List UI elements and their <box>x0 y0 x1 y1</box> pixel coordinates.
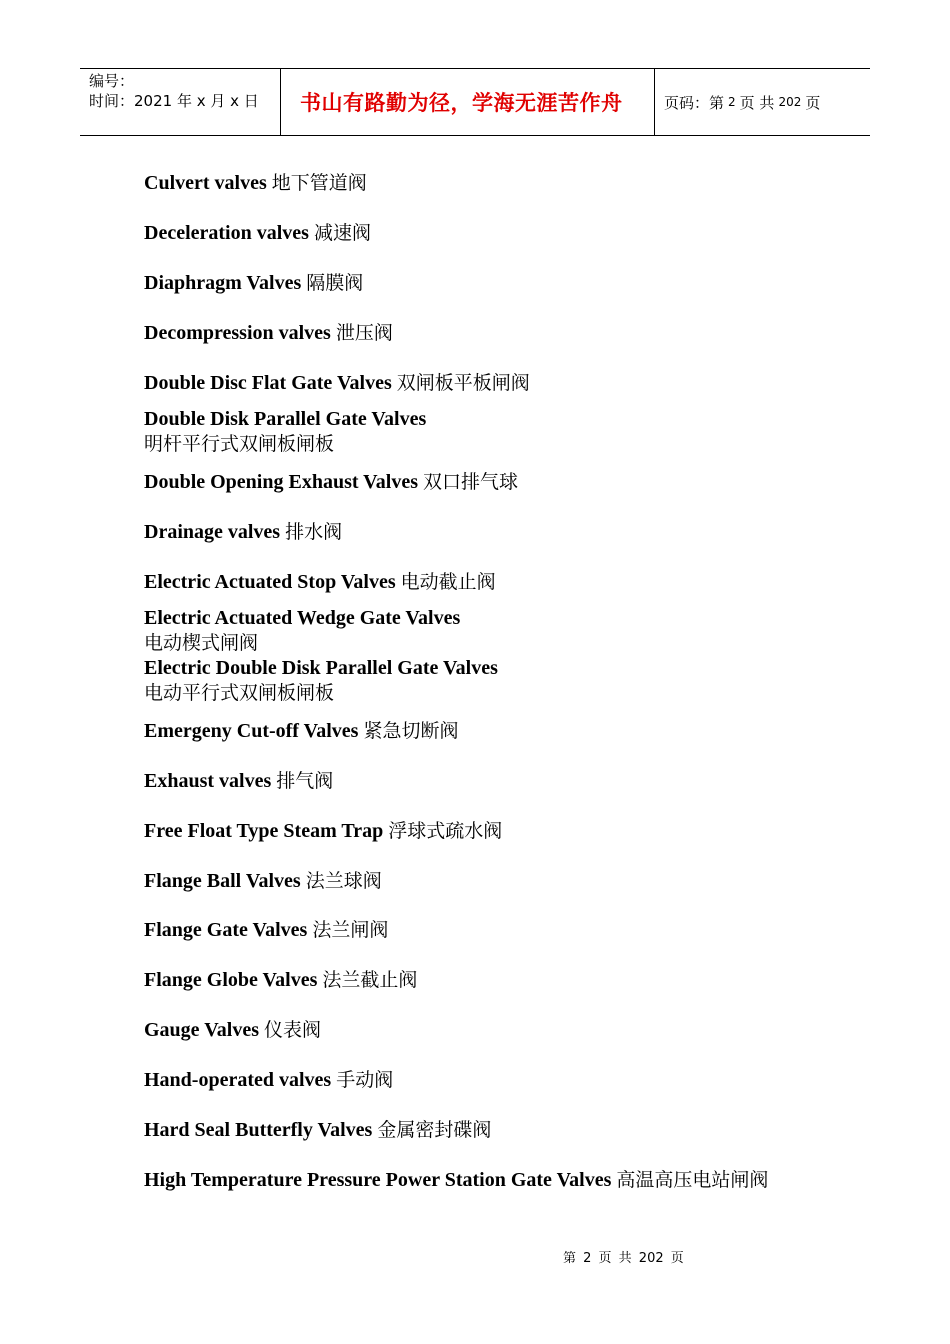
list-item: Electric Actuated Wedge Gate Valves 电动楔式闸阀 <box>144 607 461 654</box>
page-header <box>80 68 870 136</box>
page-prefix: 页码：第 <box>664 93 725 112</box>
list-item: High Temperature Pressure Power Station Gate Valves 高温高压电站闸阀 <box>144 1169 769 1191</box>
list-item: Flange Ball Valves 法兰球阀 <box>144 870 382 892</box>
list-item: Drainage valves 排水阀 <box>144 521 343 543</box>
list-item: Gauge Valves 仪表阀 <box>144 1019 322 1041</box>
list-item: Hand-operated valves 手动阀 <box>144 1069 394 1091</box>
list-item: Flange Globe Valves 法兰截止阀 <box>144 969 418 991</box>
list-item: Electric Double Disk Parallel Gate Valves 电动平行式双闸板闸板 <box>144 657 498 704</box>
page-footer: 第 2 页 共 202 页 <box>563 1251 684 1266</box>
page-total: 202 <box>778 95 802 109</box>
list-item: Double Disk Parallel Gate Valves 明杆平行式双闸板闸板 <box>144 408 427 455</box>
header-page-cell <box>655 69 870 135</box>
page-mid: 页 共 <box>739 93 775 112</box>
list-item: Exhaust valves 排气阀 <box>144 770 334 792</box>
list-item: Diaphragm Valves 隔膜阀 <box>144 272 364 294</box>
list-item: Electric Actuated Stop Valves 电动截止阀 <box>144 571 496 593</box>
time-label: 时间：2021 年 x 月 x 日 <box>89 92 259 110</box>
list-item: Double Opening Exhaust Valves 双口排气球 <box>144 471 518 493</box>
motto-text: 书山有路勤为径，学海无涯苦作舟 <box>300 91 623 115</box>
page-current: 2 <box>728 95 736 109</box>
header-motto-cell <box>281 69 655 135</box>
list-item: Flange Gate Valves 法兰闸阀 <box>144 919 389 941</box>
serial-label: 编号： <box>89 72 135 90</box>
list-item: Free Float Type Steam Trap 浮球式疏水阀 <box>144 820 503 842</box>
header-left-cell <box>80 69 281 135</box>
page-suffix: 页 <box>805 93 821 112</box>
list-item: Deceleration valves 减速阀 <box>144 222 371 244</box>
list-item: Culvert valves 地下管道阀 <box>144 172 367 194</box>
list-item: Emergeny Cut-off Valves 紧急切断阀 <box>144 720 459 742</box>
list-item: Decompression valves 泄压阀 <box>144 322 393 344</box>
list-item: Double Disc Flat Gate Valves 双闸板平板闸阀 <box>144 372 530 394</box>
list-item: Hard Seal Butterfly Valves 金属密封碟阀 <box>144 1119 492 1141</box>
